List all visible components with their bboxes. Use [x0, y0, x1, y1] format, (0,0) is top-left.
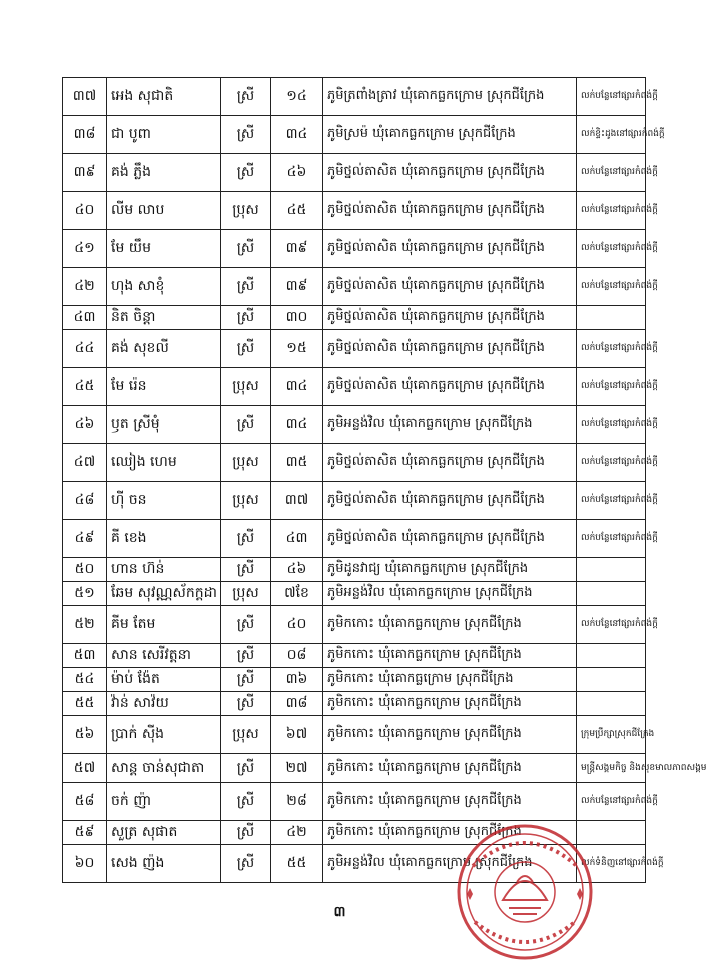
address: ភូមិអន្លង់វិល ឃុំគោកធ្លកក្រោម ស្រុកជីក្រែង: [323, 582, 577, 606]
age: ៤០: [271, 606, 323, 644]
row-number: ៣៨: [63, 116, 107, 154]
row-number: ៤១: [63, 230, 107, 268]
roster-table: [62, 77, 707, 883]
row-number: ៣៩: [63, 154, 107, 192]
sex: ប្រុស: [221, 716, 271, 754]
sex: ស្រី: [221, 845, 271, 883]
row-number: ៦០: [63, 845, 107, 883]
sex: ស្រី: [221, 78, 271, 116]
table-row: [63, 606, 646, 644]
person-name: លីម លាប: [107, 192, 221, 230]
address: ភូមិកកោះ ឃុំគោកធ្លកក្រោម ស្រុកជីក្រែង: [323, 644, 577, 668]
person-name: ឈៀង ហេម: [107, 444, 221, 482]
table-row: [63, 230, 646, 268]
row-number: ៥៩: [63, 821, 107, 845]
age: ៣៦: [271, 668, 323, 692]
table-row: [63, 192, 646, 230]
row-number: ៥៣: [63, 644, 107, 668]
age: ១៤: [271, 78, 323, 116]
table-row: [63, 644, 646, 668]
table-row: [63, 668, 646, 692]
age: ៣៤: [271, 368, 323, 406]
sex: ស្រី: [221, 330, 271, 368]
sex: ស្រី: [221, 230, 271, 268]
row-number: ៥១: [63, 582, 107, 606]
occupation: លក់បន្លែនៅផ្សារកំពង់ក្តី: [577, 520, 646, 558]
row-number: ៤៧: [63, 444, 107, 482]
table-row: [63, 783, 646, 821]
address: ភូមិកកោះ ឃុំគោកធ្លកក្រោម ស្រុកជីក្រែង: [323, 754, 577, 783]
person-name: និត ចិន្តា: [107, 306, 221, 330]
occupation: [577, 582, 646, 606]
person-name: ប្រាក់ ស៊ីង: [107, 716, 221, 754]
sex: ស្រី: [221, 692, 271, 716]
sex: ស្រី: [221, 406, 271, 444]
table-row: [63, 330, 646, 368]
row-number: ៥០: [63, 558, 107, 582]
row-number: ៤០: [63, 192, 107, 230]
person-name: ហ៊ី ចន: [107, 482, 221, 520]
address: ភូមិថ្នល់តាសិត ឃុំគោកធ្លកក្រោម ស្រុកជីក្រែង: [323, 268, 577, 306]
person-name: វ៉ាន់ សាវ៉យ: [107, 692, 221, 716]
age: ២៧: [271, 754, 323, 783]
occupation: លក់បន្លែនៅផ្សារកំពង់ក្តី: [577, 406, 646, 444]
address: ភូមិកកោះ ឃុំគោកធ្លកក្រោម ស្រុកជីក្រែង: [323, 606, 577, 644]
address: ភូមិកកោះ ឃុំគោកធ្លកក្រោម ស្រុកជីក្រែង: [323, 783, 577, 821]
address: ភូមិត្រពាំងត្រាវ ឃុំគោកធ្លកក្រោម ស្រុកជីក្រែង: [323, 78, 577, 116]
address: ភូមិស្រម៉ ឃុំគោកធ្លកក្រោម ស្រុកជីក្រែង: [323, 116, 577, 154]
age: ៣៥: [271, 444, 323, 482]
sex: ស្រី: [221, 606, 271, 644]
age: ៤៥: [271, 192, 323, 230]
address: ភូមិថ្នល់តាសិត ឃុំគោកធ្លកក្រោម ស្រុកជីក្រែង: [323, 330, 577, 368]
row-number: ៥៤: [63, 668, 107, 692]
occupation: លក់បន្លែនៅផ្សារកំពង់ក្តី: [577, 606, 646, 644]
person-name: ម៉ាប់ ង៉ែត: [107, 668, 221, 692]
sex: ប្រុស: [221, 368, 271, 406]
age: ៧ខែ: [271, 582, 323, 606]
occupation: លក់បន្លែនៅផ្សារកំពង់ក្តី: [577, 78, 646, 116]
person-name: សាន្ត ចាន់សុជាតា: [107, 754, 221, 783]
sex: ស្រី: [221, 558, 271, 582]
occupation: មន្ត្រីសង្គមកិច្ច និងសុខមាលភាពសង្គម: [577, 754, 646, 783]
address: ភូមិអន្លង់វិល ឃុំគោកធ្លកក្រោម ស្រុកជីក្រែង: [323, 406, 577, 444]
person-name: មែ យឹម: [107, 230, 221, 268]
occupation: [577, 668, 646, 692]
table-row: [63, 754, 646, 783]
table-row: [63, 268, 646, 306]
age: ៤៣: [271, 520, 323, 558]
sex: ប្រុស: [221, 482, 271, 520]
address: ភូមិកកោះ ឃុំគោកធ្លកក្រោម ស្រុកជីក្រែង: [323, 821, 577, 845]
person-name: ឫត ស្រីមុំ: [107, 406, 221, 444]
age: ៦៧: [271, 716, 323, 754]
sex: ស្រី: [221, 754, 271, 783]
address: ភូមិថ្នល់តាសិត ឃុំគោកធ្លកក្រោម ស្រុកជីក្រែង: [323, 154, 577, 192]
sex: ប្រុស: [221, 192, 271, 230]
row-number: ៤៩: [63, 520, 107, 558]
occupation: លក់បន្លែនៅផ្សារកំពង់ក្តី: [577, 482, 646, 520]
person-name: គីម តែម: [107, 606, 221, 644]
row-number: ៤៨: [63, 482, 107, 520]
table-row: [63, 692, 646, 716]
person-name: គី ខេង: [107, 520, 221, 558]
table-row: [63, 582, 646, 606]
occupation: លក់បន្លែនៅផ្សារកំពង់ក្តី: [577, 192, 646, 230]
row-number: ៣៧: [63, 78, 107, 116]
sex: ស្រី: [221, 644, 271, 668]
age: ២៨: [271, 783, 323, 821]
address: ភូមិថ្នល់តាសិត ឃុំគោកធ្លកក្រោម ស្រុកជីក្រែង: [323, 520, 577, 558]
person-name: ឆែម សុវណ្ណស័កក្តដា: [107, 582, 221, 606]
occupation: [577, 306, 646, 330]
address: ភូមិថ្នល់តាសិត ឃុំគោកធ្លកក្រោម ស្រុកជីក្រែង: [323, 368, 577, 406]
page-number: ៣: [333, 904, 346, 920]
address: ភូមិថ្នល់តាសិត ឃុំគោកធ្លកក្រោម ស្រុកជីក្រែង: [323, 230, 577, 268]
table-row: [63, 406, 646, 444]
age: ៣៤: [271, 406, 323, 444]
person-name: សេង ញ៉ង: [107, 845, 221, 883]
sex: ស្រី: [221, 520, 271, 558]
sex: ស្រី: [221, 268, 271, 306]
person-name: អេង សុជាតិ: [107, 78, 221, 116]
age: ៤៦: [271, 154, 323, 192]
table-row: [63, 368, 646, 406]
person-name: សាន សេរីវត្តនា: [107, 644, 221, 668]
address: ភូមិកកោះ ឃុំគោកធ្លកក្រោម ស្រុកជីក្រែង: [323, 692, 577, 716]
row-number: ៤៦: [63, 406, 107, 444]
occupation: [577, 692, 646, 716]
sex: ស្រី: [221, 306, 271, 330]
address: ភូមិដូនវាជ្យ ឃុំគោកធ្លកក្រោម ស្រុកជីក្រែង: [323, 558, 577, 582]
occupation: [577, 558, 646, 582]
occupation: លក់បន្លែនៅផ្សារកំពង់ក្តី: [577, 230, 646, 268]
table-row: [63, 482, 646, 520]
address: ភូមិអន្លង់វិល ឃុំគោកធ្លកក្រោម ស្រុកជីក្រែង: [323, 845, 577, 883]
age: ៣៨: [271, 692, 323, 716]
person-name: ជា បូពា: [107, 116, 221, 154]
person-name: សួត្រ សុផាត: [107, 821, 221, 845]
occupation: លក់បន្លែនៅផ្សារកំពង់ក្តី: [577, 268, 646, 306]
row-number: ៤២: [63, 268, 107, 306]
occupation: លក់បន្លែនៅផ្សារកំពង់ក្តី: [577, 444, 646, 482]
address: ភូមិថ្នល់តាសិត ឃុំគោកធ្លកក្រោម ស្រុកជីក្រែង: [323, 444, 577, 482]
age: ១៥: [271, 330, 323, 368]
table-row: [63, 116, 646, 154]
person-name: ចក់ ញ៉ា: [107, 783, 221, 821]
address: ភូមិកកោះ ឃុំគោកធ្លកក្រោម ស្រុកជីក្រែង: [323, 716, 577, 754]
occupation: លក់ខ្ទិះដូងនៅផ្សារកំពង់ក្តី: [577, 116, 646, 154]
person-name: គង់ ភ្លឹង: [107, 154, 221, 192]
table-row: [63, 78, 646, 116]
person-name: មែ រ៉េន: [107, 368, 221, 406]
age: ៣៩: [271, 230, 323, 268]
age: ៤៦: [271, 558, 323, 582]
sex: ប្រុស: [221, 444, 271, 482]
sex: ស្រី: [221, 783, 271, 821]
row-number: ៤៥: [63, 368, 107, 406]
address: ភូមិថ្នល់តាសិត ឃុំគោកធ្លកក្រោម ស្រុកជីក្រែង: [323, 192, 577, 230]
age: ៣៩: [271, 268, 323, 306]
age: ៥៥: [271, 845, 323, 883]
address: ភូមិថ្នល់តាសិត ឃុំគោកធ្លកក្រោម ស្រុកជីក្រែង: [323, 306, 577, 330]
table-row: [63, 716, 646, 754]
occupation: [577, 644, 646, 668]
occupation: ក្រុមប្រឹក្សាស្រុកជីក្រែង: [577, 716, 646, 754]
sex: ប្រុស: [221, 582, 271, 606]
table-row: [63, 444, 646, 482]
row-number: ៤៣: [63, 306, 107, 330]
age: ៣៧: [271, 482, 323, 520]
occupation: លក់បន្លែនៅផ្សារកំពង់ក្តី: [577, 368, 646, 406]
age: ៤២: [271, 821, 323, 845]
table-row: [63, 306, 646, 330]
person-name: ហាន ហ៊ន់: [107, 558, 221, 582]
occupation: លក់បន្លែនៅផ្សារកំពង់ក្តី: [577, 330, 646, 368]
table-row: [63, 520, 646, 558]
table-row: [63, 558, 646, 582]
person-name: ហុង សាខុំ: [107, 268, 221, 306]
sex: ស្រី: [221, 116, 271, 154]
address: ភូមិកកោះ ឃុំគោកធ្លក្រោម ស្រុកជីក្រែង: [323, 668, 577, 692]
person-name: គង់ សុខលី: [107, 330, 221, 368]
address: ភូមិថ្នល់តាសិត ឃុំគោកធ្លកក្រោម ស្រុកជីក្រែង: [323, 482, 577, 520]
row-number: ៥៥: [63, 692, 107, 716]
row-number: ៥៧: [63, 754, 107, 783]
occupation: លក់ទំនិញនៅផ្សារកំពង់ក្តី: [577, 845, 646, 883]
age: ០៨: [271, 644, 323, 668]
sex: ស្រី: [221, 154, 271, 192]
age: ៣០: [271, 306, 323, 330]
row-number: ៥៨: [63, 783, 107, 821]
table-row: [63, 154, 646, 192]
official-seal-stamp: [455, 822, 595, 962]
sex: ស្រី: [221, 668, 271, 692]
occupation: លក់បន្លែនៅផ្សារកំពង់ក្តី: [577, 783, 646, 821]
sex: ស្រី: [221, 821, 271, 845]
row-number: ៥២: [63, 606, 107, 644]
row-number: ៤៤: [63, 330, 107, 368]
occupation: លក់បន្លែនៅផ្សារកំពង់ក្តី: [577, 154, 646, 192]
age: ៣៤: [271, 116, 323, 154]
row-number: ៥៦: [63, 716, 107, 754]
